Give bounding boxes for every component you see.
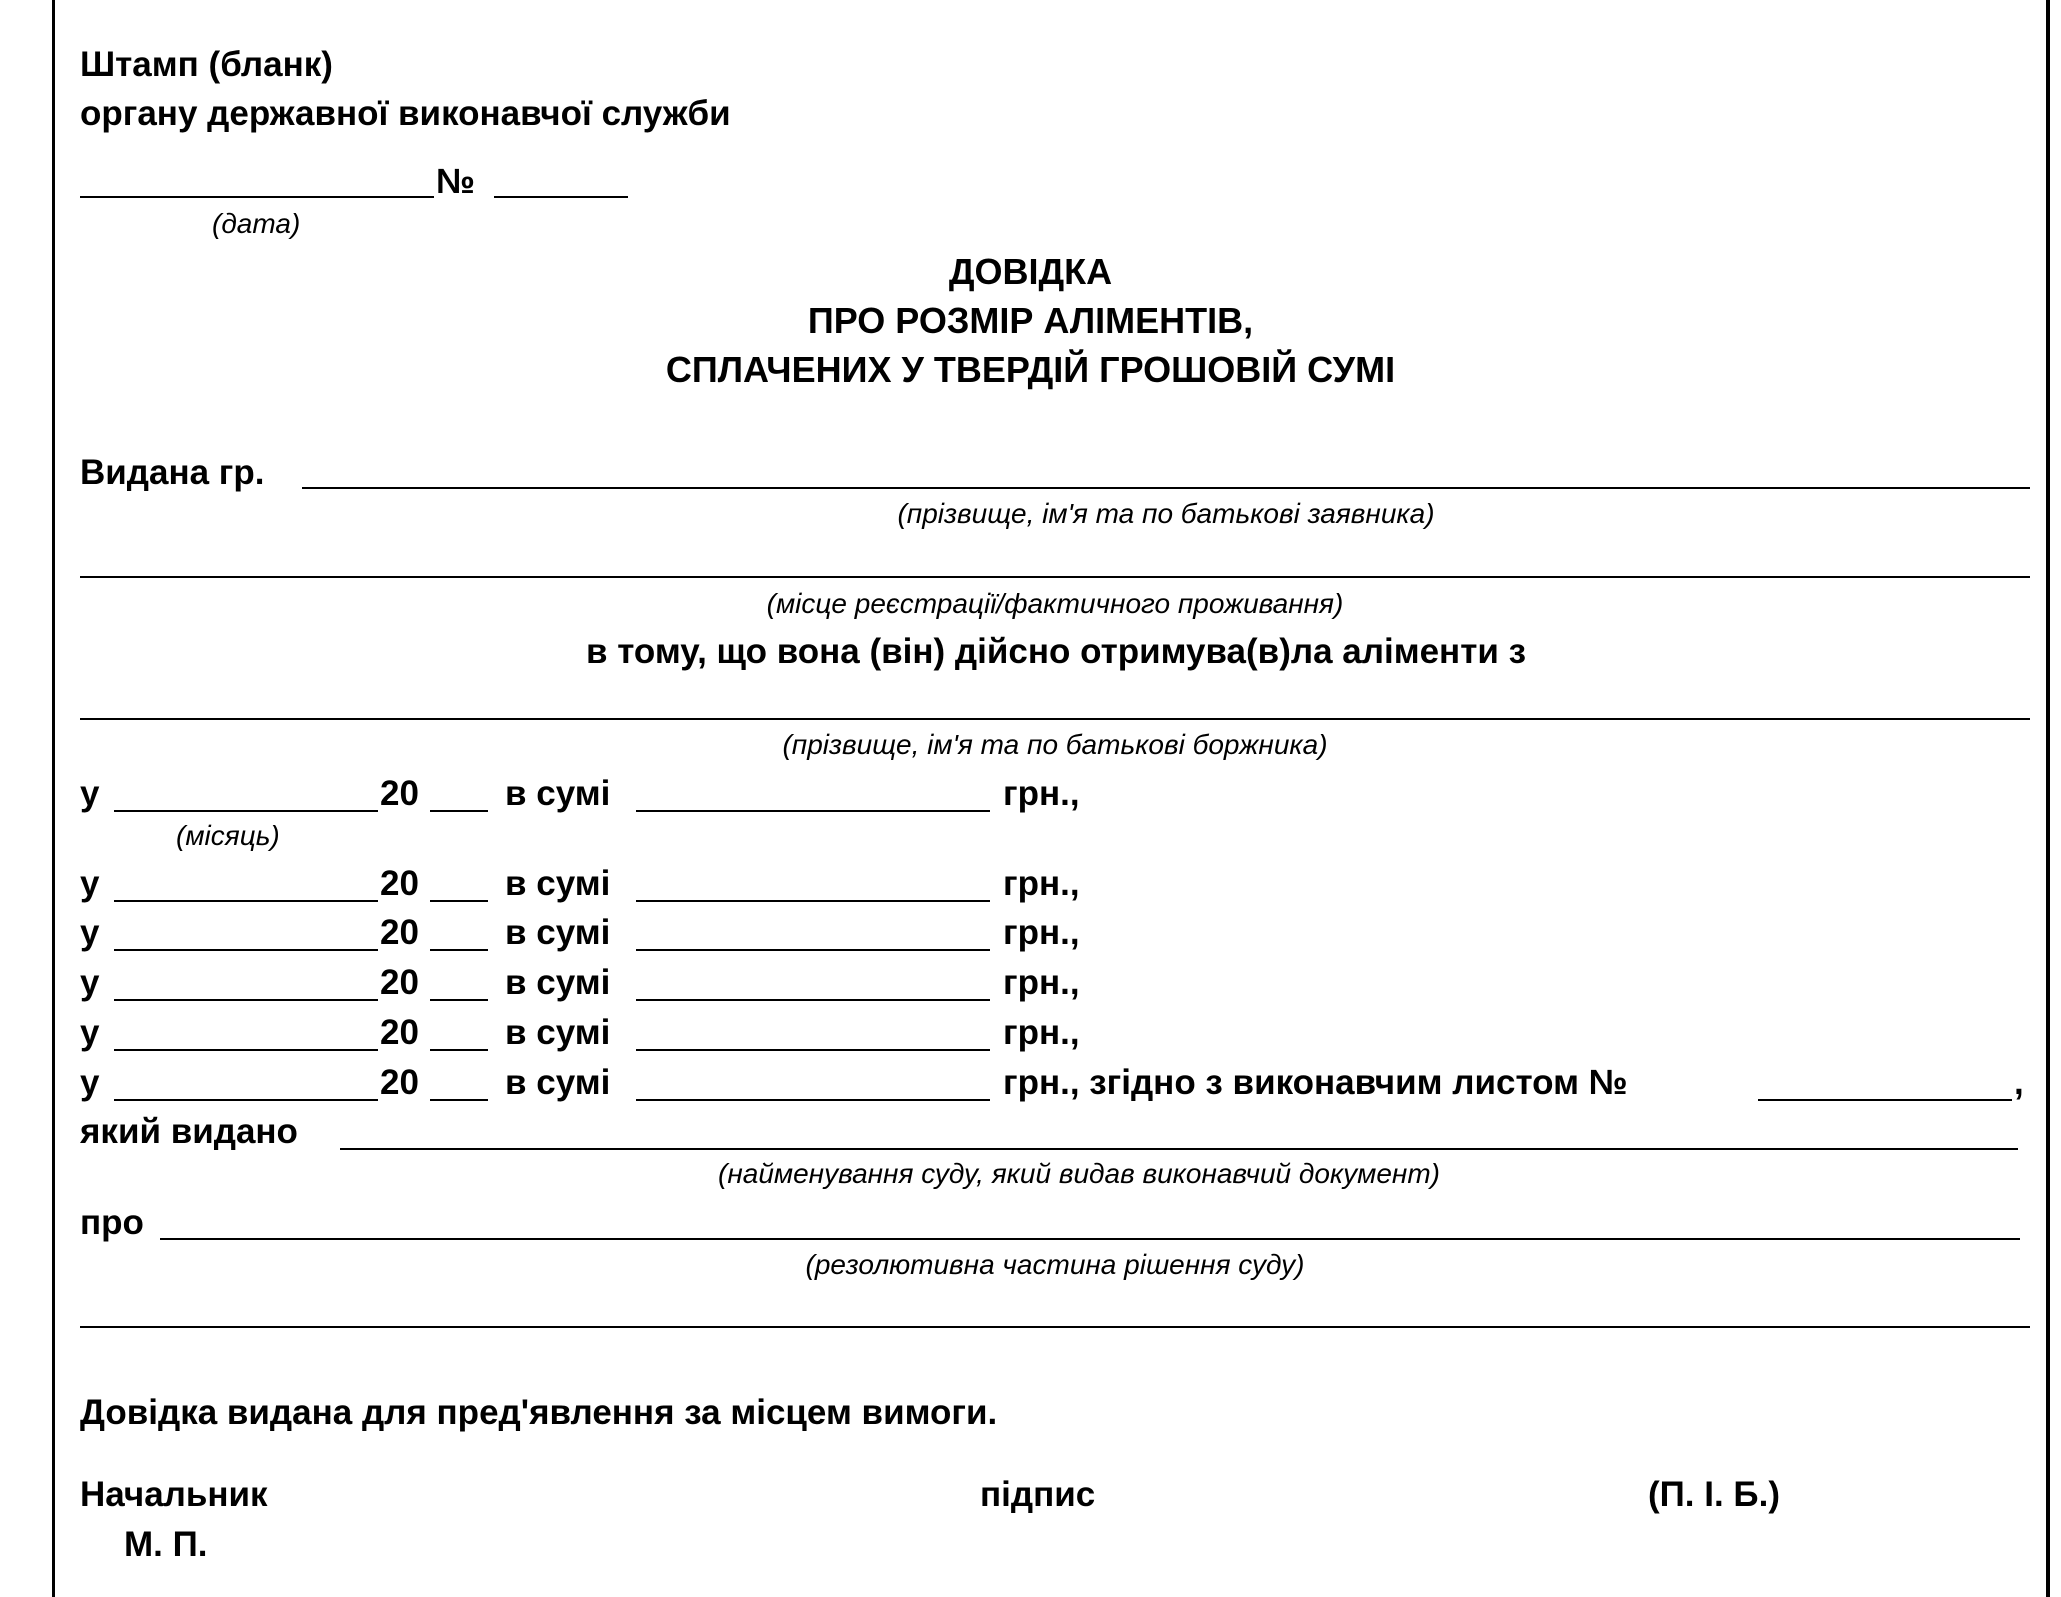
issued-to-label: Видана гр. <box>80 453 265 492</box>
payment-row-2-prefix: у <box>80 864 100 903</box>
payment-row-3-amount-field[interactable] <box>636 949 990 951</box>
date-field[interactable] <box>80 196 434 198</box>
month-caption: (місяць) <box>176 820 280 851</box>
form-border-right <box>2046 0 2050 1597</box>
payment-row-1-month-field[interactable] <box>114 810 378 812</box>
stamp-line-1: Штамп (бланк) <box>80 45 333 84</box>
number-field[interactable] <box>494 196 628 198</box>
decision-field-continued[interactable] <box>80 1326 2030 1328</box>
seal-label: М. П. <box>124 1525 208 1564</box>
debtor-name-field[interactable] <box>80 718 2030 720</box>
payment-row-4-year-prefix: 20 <box>380 963 419 1002</box>
payment-row-5-amount-field[interactable] <box>636 1049 990 1051</box>
payment-row-6-amount-field[interactable] <box>636 1099 990 1101</box>
payment-row-4-year-field[interactable] <box>430 999 488 1001</box>
payment-row-6-year-prefix: 20 <box>380 1063 419 1102</box>
payment-row-3-prefix: у <box>80 913 100 952</box>
decision-field[interactable] <box>160 1238 2020 1240</box>
payment-row-3-month-field[interactable] <box>114 949 378 951</box>
debtor-name-caption: (прізвище, ім'я та по батькові боржника) <box>782 729 1328 760</box>
payment-row-6-currency-writ: грн., згідно з виконавчим листом № <box>1003 1063 1628 1102</box>
payment-row-4-month-field[interactable] <box>114 999 378 1001</box>
about-label: про <box>80 1203 144 1242</box>
signature-label: підпис <box>980 1475 1096 1514</box>
payment-row-3-year-prefix: 20 <box>380 913 419 952</box>
writ-number-field[interactable] <box>1758 1099 2012 1101</box>
number-sign: № <box>436 162 476 201</box>
payment-row-1-currency: грн., <box>1003 774 1080 813</box>
writ-number-comma: , <box>2014 1063 2024 1102</box>
payment-row-1-year-prefix: 20 <box>380 774 419 813</box>
payment-row-5-currency: грн., <box>1003 1013 1080 1052</box>
payment-row-1-prefix: у <box>80 774 100 813</box>
payment-row-2-amount-field[interactable] <box>636 900 990 902</box>
head-label: Начальник <box>80 1475 268 1514</box>
payment-row-2-year-field[interactable] <box>430 900 488 902</box>
payment-row-4-amount-field[interactable] <box>636 999 990 1001</box>
court-name-caption: (найменування суду, який видав виконавчий документ) <box>718 1158 1440 1189</box>
date-caption: (дата) <box>212 208 301 239</box>
payment-row-3-sum-label: в сумі <box>505 913 611 952</box>
payment-row-5-year-prefix: 20 <box>380 1013 419 1052</box>
payment-row-4-sum-label: в сумі <box>505 963 611 1002</box>
payment-row-1-amount-field[interactable] <box>636 810 990 812</box>
form-border-left <box>52 0 55 1597</box>
payment-row-5-month-field[interactable] <box>114 1049 378 1051</box>
payment-row-3-currency: грн., <box>1003 913 1080 952</box>
payment-row-1-sum-label: в сумі <box>505 774 611 813</box>
applicant-name-caption: (прізвище, ім'я та по батькові заявника) <box>897 498 1435 529</box>
full-name-label: (П. І. Б.) <box>1648 1475 1780 1514</box>
payment-row-5-sum-label: в сумі <box>505 1013 611 1052</box>
address-field[interactable] <box>80 576 2030 578</box>
payment-row-2-year-prefix: 20 <box>380 864 419 903</box>
applicant-name-field[interactable] <box>302 487 2030 489</box>
payment-row-2-currency: грн., <box>1003 864 1080 903</box>
purpose-statement: Довідка видана для пред'явлення за місцем вимоги. <box>80 1393 998 1432</box>
payment-row-2-month-field[interactable] <box>114 900 378 902</box>
payment-row-6-prefix: у <box>80 1063 100 1102</box>
address-caption: (місце реєстрації/фактичного проживання) <box>766 588 1344 619</box>
doc-title-line-3: СПЛАЧЕНИХ У ТВЕРДІЙ ГРОШОВІЙ СУМІ <box>665 349 1396 390</box>
payment-row-5-year-field[interactable] <box>430 1049 488 1051</box>
payment-row-6-month-field[interactable] <box>114 1099 378 1101</box>
doc-title-line-1: ДОВІДКА <box>948 251 1113 292</box>
decision-caption: (резолютивна частина рішення суду) <box>805 1249 1305 1280</box>
payment-row-6-year-field[interactable] <box>430 1099 488 1101</box>
stamp-line-2: органу державної виконавчої служби <box>80 94 731 133</box>
statement-line: в тому, що вона (він) дійсно отримува(в)ла аліменти з <box>586 632 1526 671</box>
court-issued-label: який видано <box>80 1112 298 1151</box>
court-name-field[interactable] <box>340 1148 2018 1150</box>
payment-row-2-sum-label: в сумі <box>505 864 611 903</box>
payment-row-6-sum-label: в сумі <box>505 1063 611 1102</box>
doc-title-line-2: ПРО РОЗМІР АЛІМЕНТІВ, <box>807 300 1254 341</box>
payment-row-3-year-field[interactable] <box>430 949 488 951</box>
payment-row-4-currency: грн., <box>1003 963 1080 1002</box>
payment-row-4-prefix: у <box>80 963 100 1002</box>
payment-row-1-year-field[interactable] <box>430 810 488 812</box>
payment-row-5-prefix: у <box>80 1013 100 1052</box>
